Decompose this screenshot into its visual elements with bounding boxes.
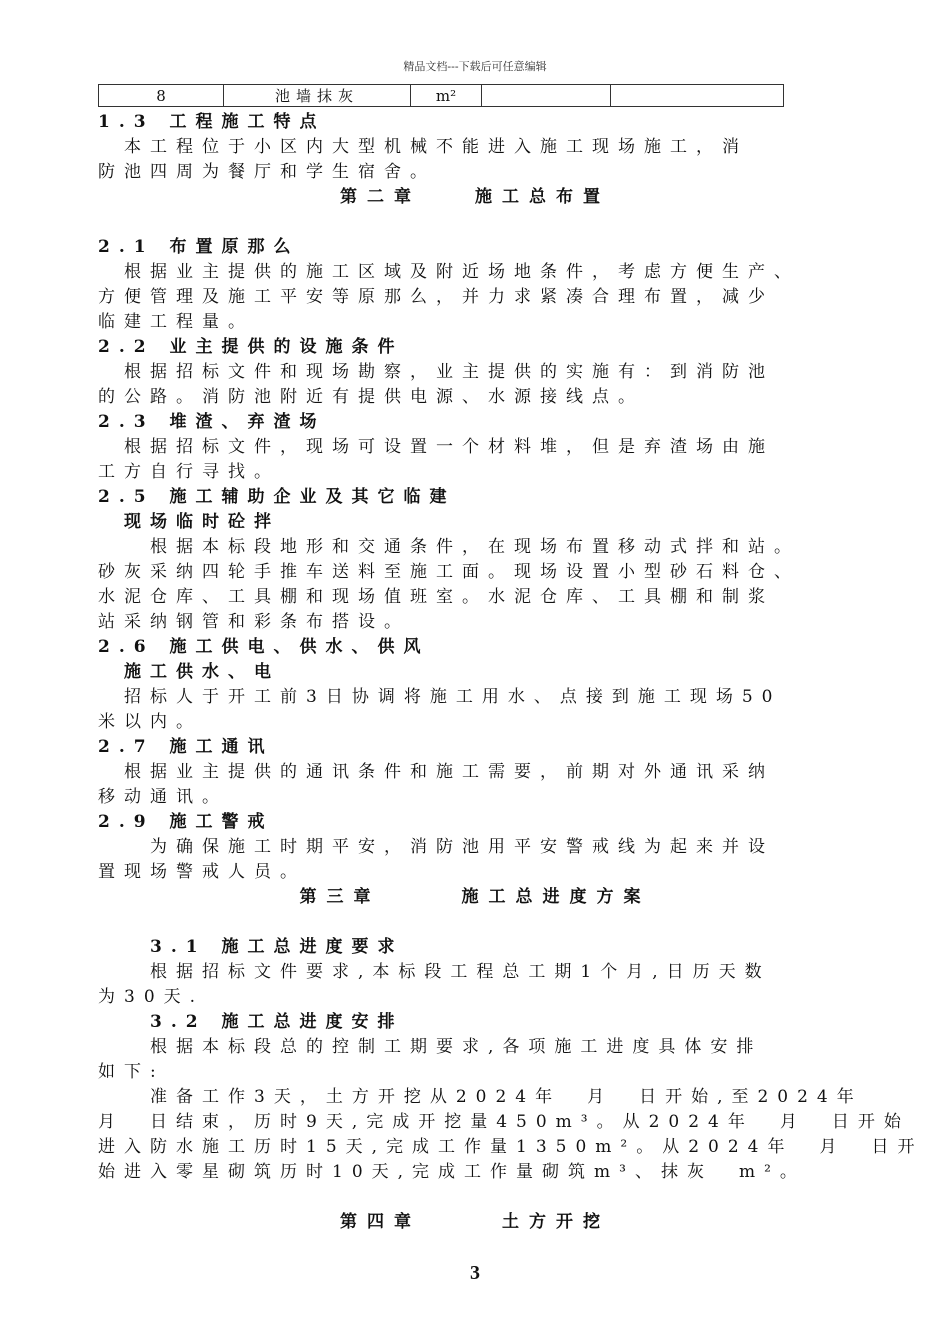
table-row — [99, 85, 784, 107]
paragraph-line: 方便管理及施工平安等原那么，并力求紧凑合理布置，减少 — [98, 287, 774, 307]
table-cell-note — [611, 85, 784, 107]
table-cell-item: 池墙抹灰 — [224, 85, 411, 107]
paragraph-line: 工方自行寻找。 — [98, 462, 280, 482]
section-heading: 2.5 施工辅助企业及其它临建 — [98, 487, 456, 507]
paragraph-line: 站采纳钢管和彩条布搭设。 — [98, 612, 410, 632]
table-cell-unit: m² — [411, 85, 482, 107]
paragraph-line: 水泥仓库、工具棚和现场值班室。水泥仓库、工具棚和制浆 — [98, 587, 774, 607]
section-heading: 现场临时砼拌 — [98, 512, 280, 532]
paragraph-line: 砂灰采纳四轮手推车送料至施工面。现场设置小型砂石料仓、 — [98, 562, 800, 582]
page-number: 3 — [470, 1262, 480, 1284]
paragraph-line: 进入防水施工历时15天,完成工作量1350m²。从2024年 月 日开 — [98, 1137, 924, 1157]
paragraph-line: 为确保施工时期平安，消防池用平安警戒线为起来并设 — [98, 837, 774, 857]
paragraph-line: 为30天. — [98, 987, 205, 1007]
page-header: 精品文档---下载后可任意编辑 — [403, 60, 547, 73]
chapter-heading: 第二章 施工总布置 — [340, 187, 610, 207]
paragraph-line: 根据招标文件要求,本标段工程总工期1个月,日历天数 — [98, 962, 771, 982]
paragraph-line: 招标人于开工前3日协调将施工用水、点接到施工现场50 — [98, 687, 782, 707]
paragraph-line: 根据招标文件和现场勘察，业主提供的实施有：到消防池 — [98, 362, 774, 382]
paragraph-line: 根据本标段总的控制工期要求,各项施工进度具体安排 — [98, 1037, 763, 1057]
table-cell-qty — [482, 85, 611, 107]
paragraph-line: 根据业主提供的施工区域及附近场地条件，考虑方便生产、 — [98, 262, 800, 282]
paragraph-line: 月 日结束，历时9天,完成开挖量450m³。从2024年 月 日开始 — [98, 1112, 910, 1132]
section-heading: 3.1 施工总进度要求 — [98, 937, 404, 957]
paragraph-line: 的公路。消防池附近有提供电源、水源接线点。 — [98, 387, 644, 407]
quantity-table — [98, 84, 784, 107]
section-heading: 2.2 业主提供的设施条件 — [98, 337, 404, 357]
chapter-heading: 第三章 施工总进度方案 — [299, 887, 651, 907]
paragraph-line: 根据本标段地形和交通条件，在现场布置移动式拌和站。 — [98, 537, 800, 557]
paragraph-line: 根据招标文件，现场可设置一个材料堆，但是弃渣场由施 — [98, 437, 774, 457]
section-heading: 1.3 工程施工特点 — [98, 112, 326, 132]
section-heading: 2.1 布置原那么 — [98, 237, 300, 257]
paragraph-line: 始进入零星砌筑历时10天,完成工作量砌筑m³、抹灰 m²。 — [98, 1162, 806, 1182]
section-heading: 3.2 施工总进度安排 — [98, 1012, 404, 1032]
section-heading: 2.7 施工通讯 — [98, 737, 274, 757]
section-heading: 施工供水、电 — [98, 662, 280, 682]
chapter-heading: 第四章 土方开挖 — [340, 1212, 610, 1232]
table-cell-no: 8 — [99, 85, 224, 107]
section-heading: 2.3 堆渣、弃渣场 — [98, 412, 326, 432]
paragraph-line: 米以内。 — [98, 712, 202, 732]
paragraph-line: 移动通讯。 — [98, 787, 228, 807]
paragraph-line: 置现场警戒人员。 — [98, 862, 306, 882]
section-heading: 2.9 施工警戒 — [98, 812, 274, 832]
paragraph-line: 准备工作3天，土方开挖从2024年 月 日开始,至2024年 — [98, 1087, 863, 1107]
section-heading: 2.6 施工供电、供水、供风 — [98, 637, 430, 657]
paragraph-line: 临建工程量。 — [98, 312, 254, 332]
paragraph-line: 防池四周为餐厅和学生宿舍。 — [98, 162, 436, 182]
paragraph-line: 本工程位于小区内大型机械不能进入施工现场施工，消 — [98, 137, 748, 157]
paragraph-line: 如下: — [98, 1062, 165, 1082]
paragraph-line: 根据业主提供的通讯条件和施工需要，前期对外通讯采纳 — [98, 762, 774, 782]
